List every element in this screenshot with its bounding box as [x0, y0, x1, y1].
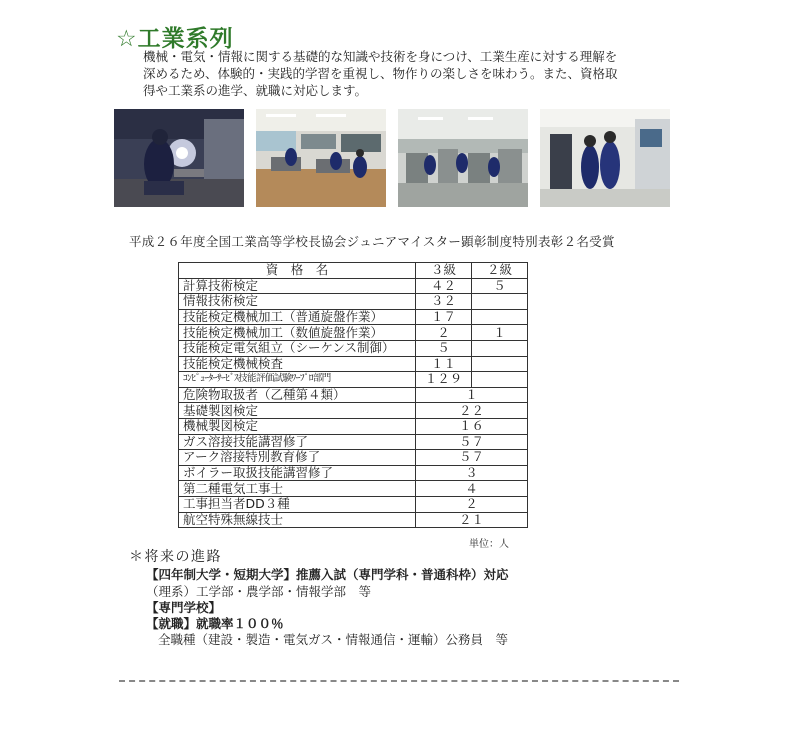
unit-label: 単位：人 [469, 539, 509, 550]
table-row [179, 356, 528, 372]
qual-name: 技能検定機械加工（普通旋盤作業） [179, 309, 416, 325]
qual-grade2 [472, 372, 528, 388]
section-title-text: 工業系列 [137, 26, 234, 52]
table-row [179, 372, 528, 388]
table-row [179, 340, 528, 356]
qual-name: 航空特殊無線技士 [179, 512, 416, 528]
intro-line: 得や工業系の進学、就職に対応します。 [143, 83, 368, 98]
table-row [179, 309, 528, 325]
future-university-detail: （理系）工学部・農学部・情報学部 等 [146, 584, 372, 599]
qual-grade2 [472, 356, 528, 372]
intro-text [143, 48, 688, 99]
table-row [179, 418, 528, 434]
qual-count: １６ [416, 418, 528, 434]
table-row [179, 434, 528, 450]
table-row [179, 387, 528, 403]
qual-name: 情報技術検定 [179, 294, 416, 310]
qual-name: ボイラー取扱技能講習修了 [179, 465, 416, 481]
future-heading: ＊将来の進路 [129, 549, 222, 565]
qual-count: １ [416, 387, 528, 403]
qual-count: ３ [416, 465, 528, 481]
qual-grade2: ５ [472, 278, 528, 294]
qual-name: アーク溶接特別教育修了 [179, 450, 416, 466]
qual-grade2 [472, 340, 528, 356]
header-grade2: ２級 [472, 263, 528, 279]
qual-count: ５７ [416, 434, 528, 450]
qual-count: ２ [416, 496, 528, 512]
star-icon: ☆ [116, 26, 138, 52]
cnc-photo [540, 109, 670, 207]
qual-count: ２２ [416, 403, 528, 419]
award-text: 平成２６年度全国工業高等学校長協会ジュニアマイスター顕彰制度特別表彰２名受賞 [129, 234, 615, 249]
qual-count: ４ [416, 481, 528, 497]
qual-count: ２１ [416, 512, 528, 528]
table-row [179, 450, 528, 466]
qual-grade2: １ [472, 325, 528, 341]
qual-count: ５７ [416, 450, 528, 466]
table-header-row [179, 263, 528, 279]
qual-name: 計算技術検定 [179, 278, 416, 294]
intro-line: 深めるため、体験的・実践的学習を重視し、物作りの楽しさを味わう。また、資格取 [143, 66, 618, 81]
qual-name: 第二種電気工事士 [179, 481, 416, 497]
table-row [179, 325, 528, 341]
qual-grade3: ２ [416, 325, 472, 341]
future-employment-detail: 全職種（建設・製造・電気ガス・情報通信・運輸）公務員 等 [158, 632, 509, 647]
qual-grade3: １７ [416, 309, 472, 325]
intro-line: 機械・電気・情報に関する基礎的な知識や技術を身につけ、工業生産に対する理解を [143, 49, 618, 64]
qual-name: ｺﾝﾋﾟｭｰﾀｰｻｰﾋﾞｽ技能評価試験ﾜｰﾌﾟﾛ部門 [179, 372, 416, 388]
qualification-table [178, 262, 528, 528]
photo-strip [0, 109, 794, 207]
table-row [179, 512, 528, 528]
dashed-divider [119, 680, 679, 682]
table-row [179, 403, 528, 419]
header-name: 資 格 名 [179, 263, 416, 279]
table-row [179, 465, 528, 481]
qual-name: 工事担当者DD３種 [179, 496, 416, 512]
qual-grade3: ５ [416, 340, 472, 356]
qual-grade3: １２９ [416, 372, 472, 388]
qual-grade2 [472, 294, 528, 310]
welding-photo [114, 109, 244, 207]
future-vocational: 【専門学校】 [146, 600, 222, 615]
milling-photo [398, 109, 528, 207]
qual-grade3: １１ [416, 356, 472, 372]
qual-name: 危険物取扱者（乙種第４類） [179, 387, 416, 403]
qual-name: 機械製図検定 [179, 418, 416, 434]
table-row [179, 481, 528, 497]
future-university: 【四年制大学・短期大学】推薦入試（専門学科・普通科枠）対応 [146, 567, 509, 582]
qual-name: 技能検定機械検査 [179, 356, 416, 372]
qual-grade3: ４２ [416, 278, 472, 294]
qual-name: 技能検定電気組立（シーケンス制御） [179, 340, 416, 356]
table-row [179, 278, 528, 294]
qual-name: ガス溶接技能講習修了 [179, 434, 416, 450]
table-row [179, 496, 528, 512]
qual-name: 基礎製図検定 [179, 403, 416, 419]
header-grade3: ３級 [416, 263, 472, 279]
table-row [179, 294, 528, 310]
qual-grade3: ３２ [416, 294, 472, 310]
qual-grade2 [472, 309, 528, 325]
workshop-photo [256, 109, 386, 207]
future-employment: 【就職】就職率１００％ [146, 616, 284, 631]
qual-name: 技能検定機械加工（数値旋盤作業） [179, 325, 416, 341]
